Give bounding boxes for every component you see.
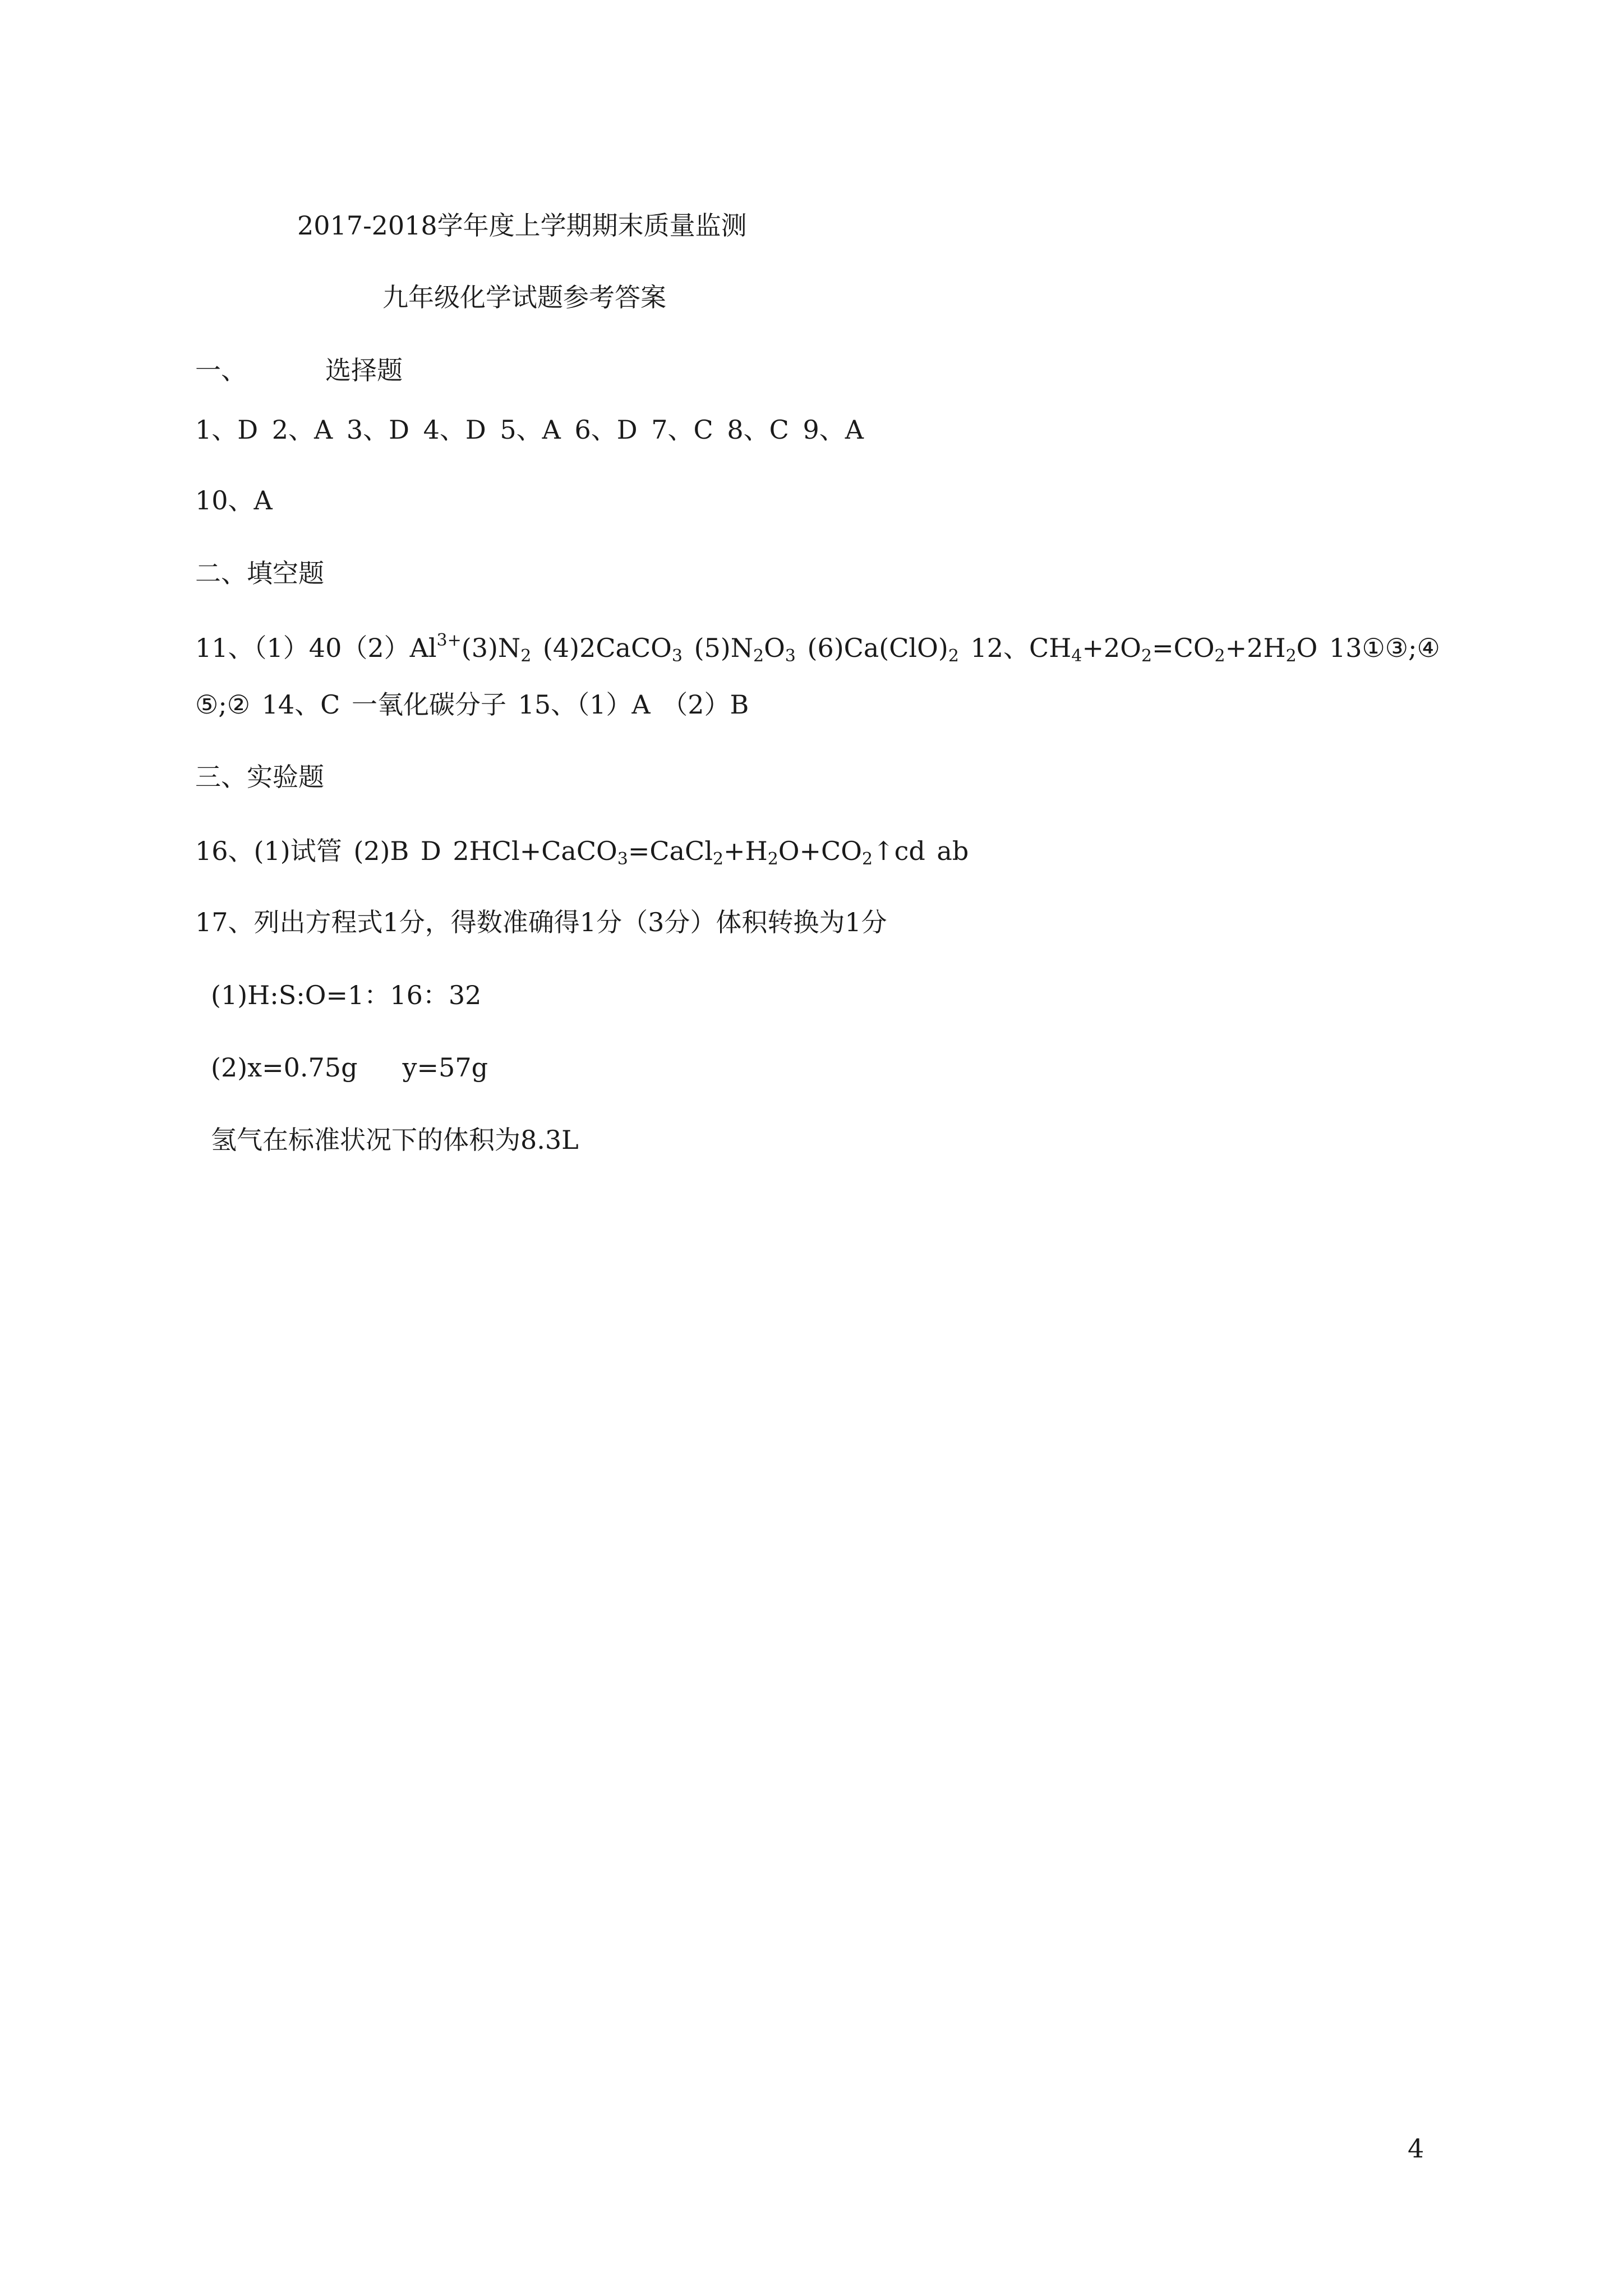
experiment-answer-17-volume: 氢气在标准状况下的体积为8.3L <box>211 1125 579 1155</box>
section-title: 选择题 <box>325 355 403 385</box>
section-choice-heading <box>195 353 403 387</box>
document-subtitle: 九年级化学试题参考答案 <box>382 282 666 312</box>
section-fill-heading: 二、填空题 <box>195 558 324 588</box>
section-number: 一、 <box>195 355 247 385</box>
experiment-answer-17-part1: (1)H:S:O=1：16：32 <box>211 980 482 1010</box>
fill-answers-row-2: ⑤;② 14、C 一氧化碳分子 15、（1）A （2）B <box>195 689 749 720</box>
section-experiment-heading: 三、实验题 <box>195 762 324 792</box>
experiment-answer-16: 16、(1)试管 (2)B D $2HCl+CaCO_3=CaCl_2+H_2O+CO_2↑cd$ ab <box>195 836 969 869</box>
page-number: 4 <box>1408 2133 1424 2164</box>
document-title: 2017-2018学年度上学期期末质量监测 <box>297 210 747 241</box>
choice-answers-row-2: 10、A <box>195 485 273 516</box>
fill-answers-row-1: 11、$(1)40(2)Al^{3+}(3)N_2$ (4)2CaCO$_3$ $(5)N_2O_3$ $(6)Ca(ClO)_2$ 12、$CH_4+2O_2=CO_2+2H_2O$ 13①③;④ <box>195 631 1440 666</box>
choice-answers-row-1: 1、D 2、A 3、D 4、D 5、A 6、D 7、C 8、C 9、A <box>195 415 864 445</box>
experiment-answer-17-scoring: 17、列出方程式1分，得数准确得1分（3分）体积转换为1分 <box>195 907 887 937</box>
experiment-answer-17-part2: (2)x=0.75g y=57g <box>211 1052 488 1083</box>
